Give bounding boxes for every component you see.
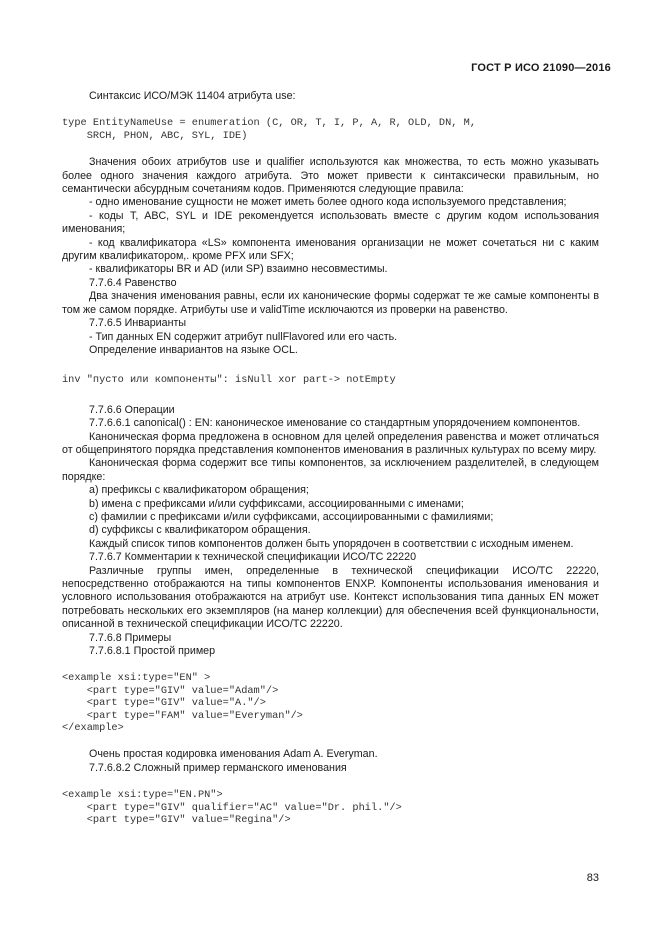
section-heading: 7.7.6.8.1 Простой пример (89, 645, 216, 658)
code-use-enum: type EntityNameUse = enumeration (C, OR, T, I, P, A, R, OLD, DN, M, SRCH, PHON, ABC, SYL, IDE) (62, 117, 477, 142)
invariant-text: - Тип данных EN содержит атрибут nullFlavored или его часть. (89, 330, 398, 343)
invariant-text: Определение инвариантов на языке OCL. (89, 343, 298, 356)
page-content (62, 90, 599, 827)
ordered-paragraph: Каждый список типов компонентов должен быть упорядочен в соответствии с исходным именем. (89, 537, 574, 550)
order-item: b) имена с префиксами и/или суффиксами, ассоциированными с именами; (89, 497, 464, 510)
section-heading: 7.7.6.5 Инварианты (89, 317, 187, 330)
code-example-simple: <example xsi:type="EN" > <part type="GIV" value="Adam"/> <part type="GIV" value="A."/> <part type="FAM" value="Everyman"/> </example> (62, 672, 303, 735)
document-header: ГОСТ Р ИСО 21090—2016 (471, 62, 611, 74)
section-heading: 7.7.6.8.2 Сложный пример германского именования (89, 761, 347, 774)
section-heading: 7.7.6.6.1 canonical() : EN: каноническое именование со стандартным упорядочением компонентов. (89, 417, 581, 430)
section-heading: 7.7.6.6 Операции (89, 403, 175, 416)
comments-paragraph: Различные группы имен, определенные в технической спецификации ИСО/ТС 22220, непосредственно отображаются на типы компонентов ENXP. Компоненты использования именования и условного использования отображаются на атрибут use. Контекст использования типа данных EN может потребовать нескольких его экземпляров (на манер коллекции) для обеспечения всей функциональности, описанной в технической спецификации ИСО/ТС 22220. (62, 564, 599, 631)
rule-item: - код квалификатора «LS» компонента именования организации не может сочетаться ни с каким другим квалификатором,. кроме PFX или SFX; (62, 236, 599, 263)
rule-item: - квалификаторы BR и AD (или SP) взаимно несовместимы. (89, 263, 388, 276)
page-number: 83 (586, 872, 599, 884)
canonical-paragraph: Каноническая форма предложена в основном для целей определения равенства и может отличаться от общепринятого порядка представления компонентов именования в различных культурах по всему миру. (62, 430, 599, 456)
canonical-paragraph: Каноническая форма содержит все типы компонентов, за исключением разделителей, в следующем порядке: (62, 457, 599, 483)
rule-item: - одно именование сущности не может иметь более одного кода используемого представления; (89, 196, 567, 209)
order-item: a) префиксы с квалификатором обращения; (89, 484, 309, 497)
section-heading: 7.7.6.8 Примеры (89, 631, 172, 644)
code-example-german: <example xsi:type="EN.PN"> <part type="GIV" qualifier="AC" value="Dr. phil."/> <part type="GIV" value="Regina"/> (62, 789, 402, 827)
example-caption: Очень простая кодировка именования Adam A. Everyman. (89, 748, 378, 761)
code-invariant: inv "пусто или компоненты": isNull xor part-> notEmpty (62, 374, 396, 387)
values-paragraph: Значения обоих атрибутов use и qualifier используются как множества, то есть можно указывать более одного значения каждого атрибута. Это может привести к синтаксически правильным, но семантически абсурдным сочетаниям кодов. Применяются следующие правила: (62, 156, 599, 196)
order-item: d) суффиксы с квалификатором обращения. (89, 524, 311, 537)
section-heading: 7.7.6.4 Равенство (89, 276, 177, 289)
section-heading: 7.7.6.7 Комментарии к технической спецификации ИСО/ТС 22220 (89, 551, 417, 564)
equality-paragraph: Два значения именования равны, если их канонические формы содержат те же самые компоненты в том же самом порядке. Атрибуты use и validTime исключаются из проверки на равенство. (62, 290, 599, 316)
rule-item: - коды T, ABC, SYL и IDE рекомендуется использовать вместе с другим кодом использования именования; (62, 209, 599, 236)
order-item: c) фамилии с префиксами и/или суффиксами, ассоциированными с фамилиями; (89, 510, 494, 523)
syntax-intro: Синтаксис ИСО/МЭК 11404 атрибута use: (89, 90, 296, 102)
